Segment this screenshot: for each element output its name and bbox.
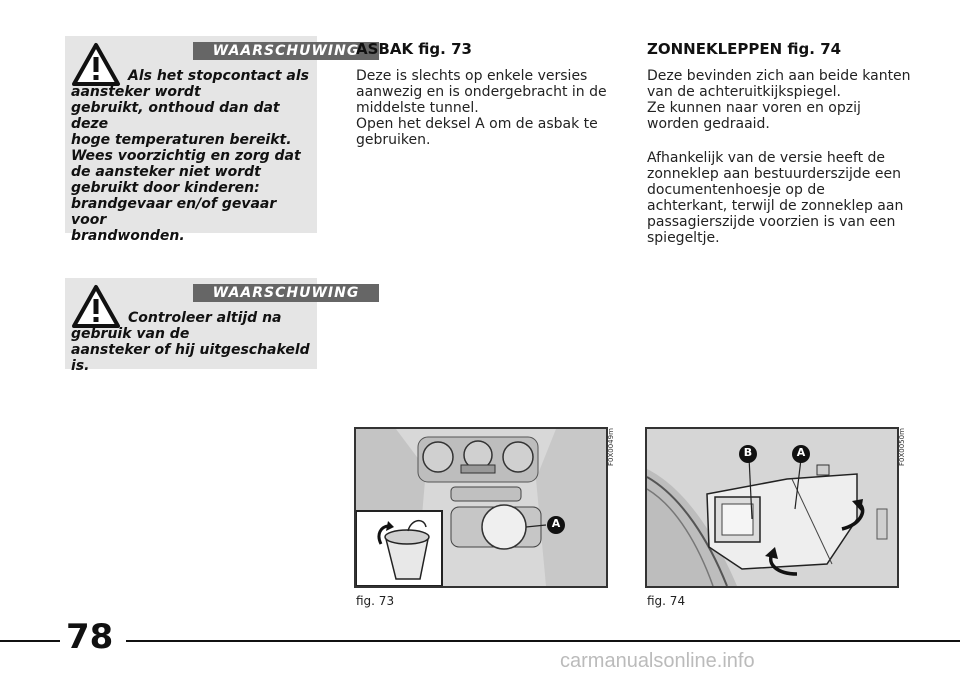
warning-box-lighter — [65, 36, 360, 244]
warning-text: Als het stopcontact als aansteker wordt gebruikt, onthoud dan dat deze hoge temperaturen bereikt. Wees voorzichtig en zorg dat de aansteker niet wordt gebruikt door kinderen: brandgevaar en/of gevaar voor brandwonden. — [71, 68, 310, 244]
figure-caption: fig. 73 — [356, 594, 395, 608]
figure-code: F0X0050m — [898, 428, 906, 466]
footer-rule-right — [126, 640, 960, 642]
figure-74-sun-visor — [645, 427, 899, 588]
section-text-zonnekleppen-1: Deze bevinden zich aan beide kanten van de achteruitkijkspiegel. Ze kunnen naar voren en opzij worden gedraaid. — [647, 68, 911, 132]
footer-rule-left — [0, 640, 60, 642]
section-title-zonnekleppen: ZONNEKLEPPEN fig. 74 — [647, 40, 842, 58]
watermark: carmanualsonline.info — [560, 650, 755, 672]
sun-visor-illustration — [647, 429, 897, 586]
warning-label: WAARSCHUWING — [193, 42, 379, 60]
warning-box-switch-off — [65, 278, 360, 374]
ashtray-illustration — [356, 429, 606, 586]
callout-label-a: A — [551, 517, 561, 530]
warning-label: WAARSCHUWING — [193, 284, 379, 302]
callout-label-b: B — [743, 446, 753, 459]
page-number: 78 — [66, 617, 114, 657]
figure-caption: fig. 74 — [647, 594, 686, 608]
callout-label-a: A — [796, 446, 806, 459]
figure-code: F0X0049m — [607, 428, 615, 466]
section-text-zonnekleppen-2: Afhankelijk van de versie heeft de zonneklep aan bestuurderszijde een documentenhoesje op de achterkant, terwijl de zonneklep aan passagierszijde voorzien is van een spiegeltje. — [647, 150, 904, 246]
figure-73-ashtray — [354, 427, 608, 588]
section-title-asbak: ASBAK fig. 73 — [356, 40, 472, 58]
section-text-asbak: Deze is slechts op enkele versies aanwezig en is ondergebracht in de middelste tunnel. Open het deksel A om de asbak te gebruiken. — [356, 68, 607, 148]
warning-text: Controleer altijd na gebruik van de aansteker of hij uitgeschakeld is. — [71, 310, 310, 374]
